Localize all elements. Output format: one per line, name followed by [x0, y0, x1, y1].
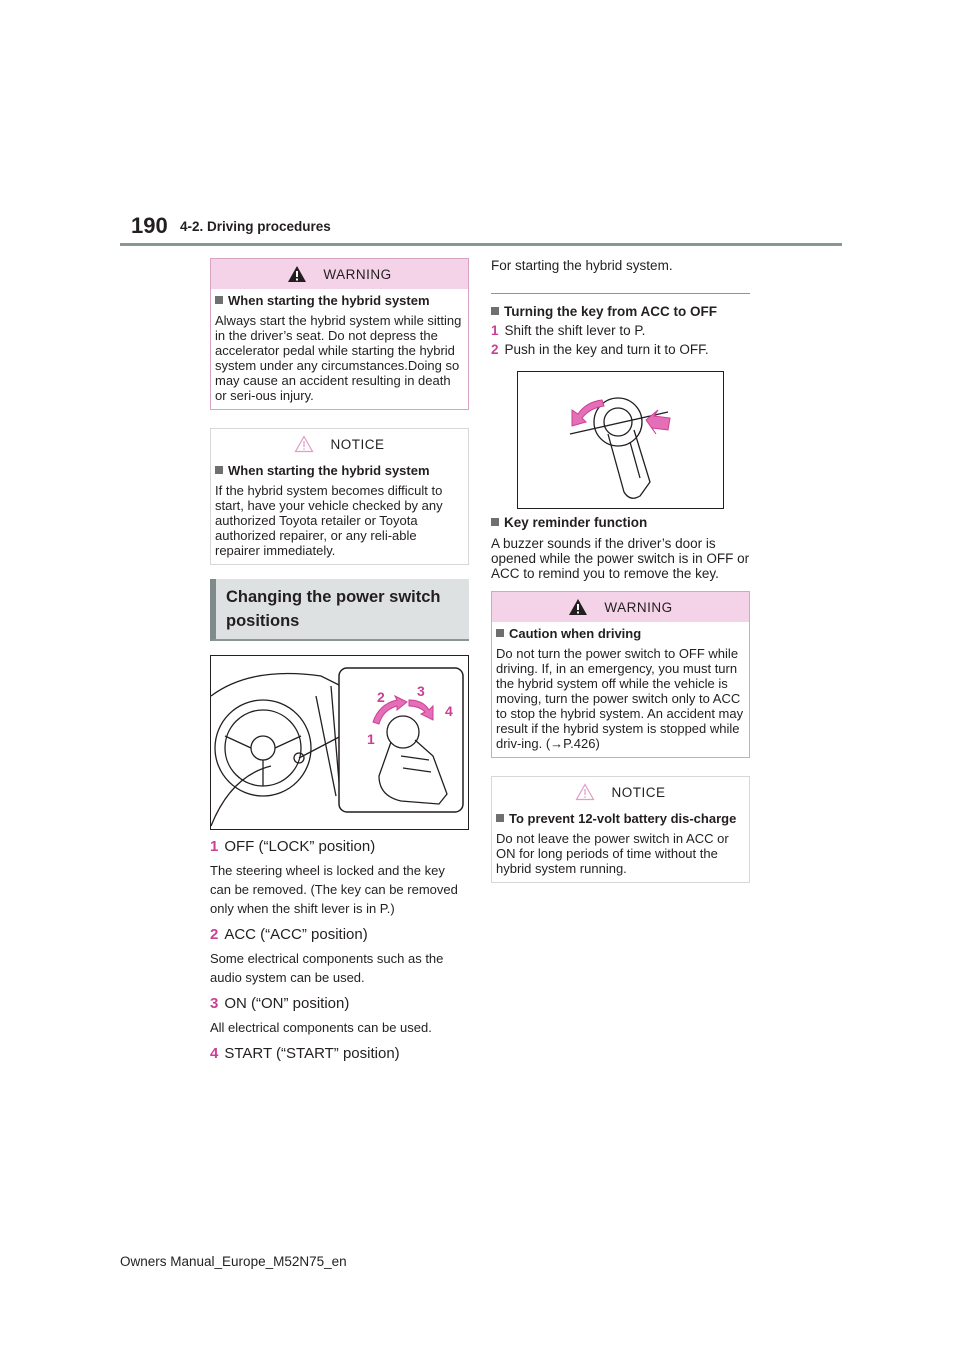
warning-header — [492, 592, 749, 622]
bullet-square-icon — [491, 307, 499, 315]
step-text: Shift the shift lever to P. — [504, 323, 646, 338]
dashboard-key-drawing — [211, 656, 468, 829]
step-description: Some electrical components such as the audio system can be used. — [210, 951, 444, 985]
warning-title: WARNING — [604, 599, 673, 615]
step-description: All electrical components can be used. — [210, 1020, 432, 1035]
reminder-subhead: Key reminder function — [504, 515, 648, 530]
step-label: ACC (“ACC” position) — [224, 926, 368, 943]
notice-subhead: When starting the hybrid system — [228, 463, 430, 478]
bullet-square-icon — [491, 518, 499, 526]
notice-body: Do not leave the power switch in ACC or ON for long periods of time without the hybrid system running. — [496, 831, 729, 876]
turning-subhead: Turning the key from ACC to OFF — [504, 304, 717, 319]
notice-header — [492, 777, 749, 807]
step-text: Push in the key and turn it to OFF. — [504, 342, 709, 357]
bullet-square-icon — [496, 629, 504, 637]
notice-icon — [294, 435, 314, 453]
power-switch-illustration — [210, 655, 469, 830]
key-turn-drawing — [518, 372, 723, 508]
warning-header — [211, 259, 468, 289]
warning-box — [491, 591, 750, 758]
reminder-body: A buzzer sounds if the driver’s door is opened while the power switch is in OFF or ACC to remind you to remove the key. — [491, 536, 750, 581]
warning-body: Do not turn the power switch to OFF while driving. If, in an emergency, you must turn the hybrid system off while the vehicle is moving, turn the power switch only to ACC to stop the hybrid system. An accident may result if the hybrid system is stopped while driv-ing. (→P.426) — [496, 646, 744, 751]
notice-icon — [575, 783, 595, 801]
warning-icon — [287, 265, 307, 283]
warning-subhead: Caution when driving — [509, 626, 642, 641]
turning-step — [491, 342, 750, 357]
notice-title: NOTICE — [611, 784, 666, 800]
banner-line-2: positions — [226, 612, 300, 630]
notice-box — [491, 776, 750, 883]
step-start — [210, 1045, 469, 1062]
step-acc — [210, 926, 469, 943]
footer-text: Owners Manual_Europe_M52N75_en — [120, 1254, 347, 1269]
right-column — [491, 258, 750, 883]
warning-body: Always start the hybrid system while sitting in the driver’s seat. Do not depress the accelerator pedal while starting the hybrid system under any circumstances.Doing so may cause an accident resulting in death or seri-ous injury. — [215, 313, 462, 403]
step-number: 1 — [491, 323, 499, 338]
page-number: 190 — [131, 213, 168, 238]
intro-text: For starting the hybrid system. — [491, 258, 673, 273]
notice-body: If the hybrid system becomes difficult to start, have your vehicle checked by any authorized Toyota retailer or Toyota authorized repairer, or any reli-able repairer immediately. — [215, 483, 443, 558]
step-on — [210, 995, 469, 1012]
step-label: OFF (“LOCK” position) — [224, 838, 376, 855]
step-number: 2 — [210, 926, 219, 943]
step-number: 1 — [210, 838, 219, 855]
warning-subhead: When starting the hybrid system — [228, 293, 430, 308]
turning-step — [491, 323, 750, 338]
notice-subhead: To prevent 12-volt battery dis-charge — [509, 811, 737, 826]
bullet-square-icon — [496, 814, 504, 822]
warning-title: WARNING — [323, 266, 392, 282]
notice-box — [210, 428, 469, 565]
bullet-square-icon — [215, 296, 223, 304]
step-label: ON (“ON” position) — [224, 995, 350, 1012]
header-rule — [120, 243, 842, 246]
figure-label: 4 — [445, 703, 453, 719]
bullet-square-icon — [215, 466, 223, 474]
left-column — [210, 258, 469, 1062]
warning-icon — [568, 598, 588, 616]
step-number: 3 — [210, 995, 219, 1012]
step-number: 4 — [210, 1045, 219, 1062]
notice-header — [211, 429, 468, 459]
figure-label: 2 — [377, 689, 385, 705]
key-turn-illustration — [517, 371, 724, 509]
notice-title: NOTICE — [330, 436, 385, 452]
divider-rule — [491, 293, 750, 294]
step-number: 2 — [491, 342, 499, 357]
section-banner — [210, 579, 469, 641]
warning-box — [210, 258, 469, 410]
figure-label: 1 — [367, 731, 375, 747]
step-label: START (“START” position) — [224, 1045, 400, 1062]
step-description: The steering wheel is locked and the key can be removed. (The key can be removed only when the shift lever is in P.) — [210, 863, 458, 916]
banner-line-1: Changing the power switch — [226, 588, 441, 606]
section-title: 4-2. Driving procedures — [180, 219, 331, 234]
figure-label: 3 — [417, 683, 425, 699]
step-off — [210, 838, 469, 855]
